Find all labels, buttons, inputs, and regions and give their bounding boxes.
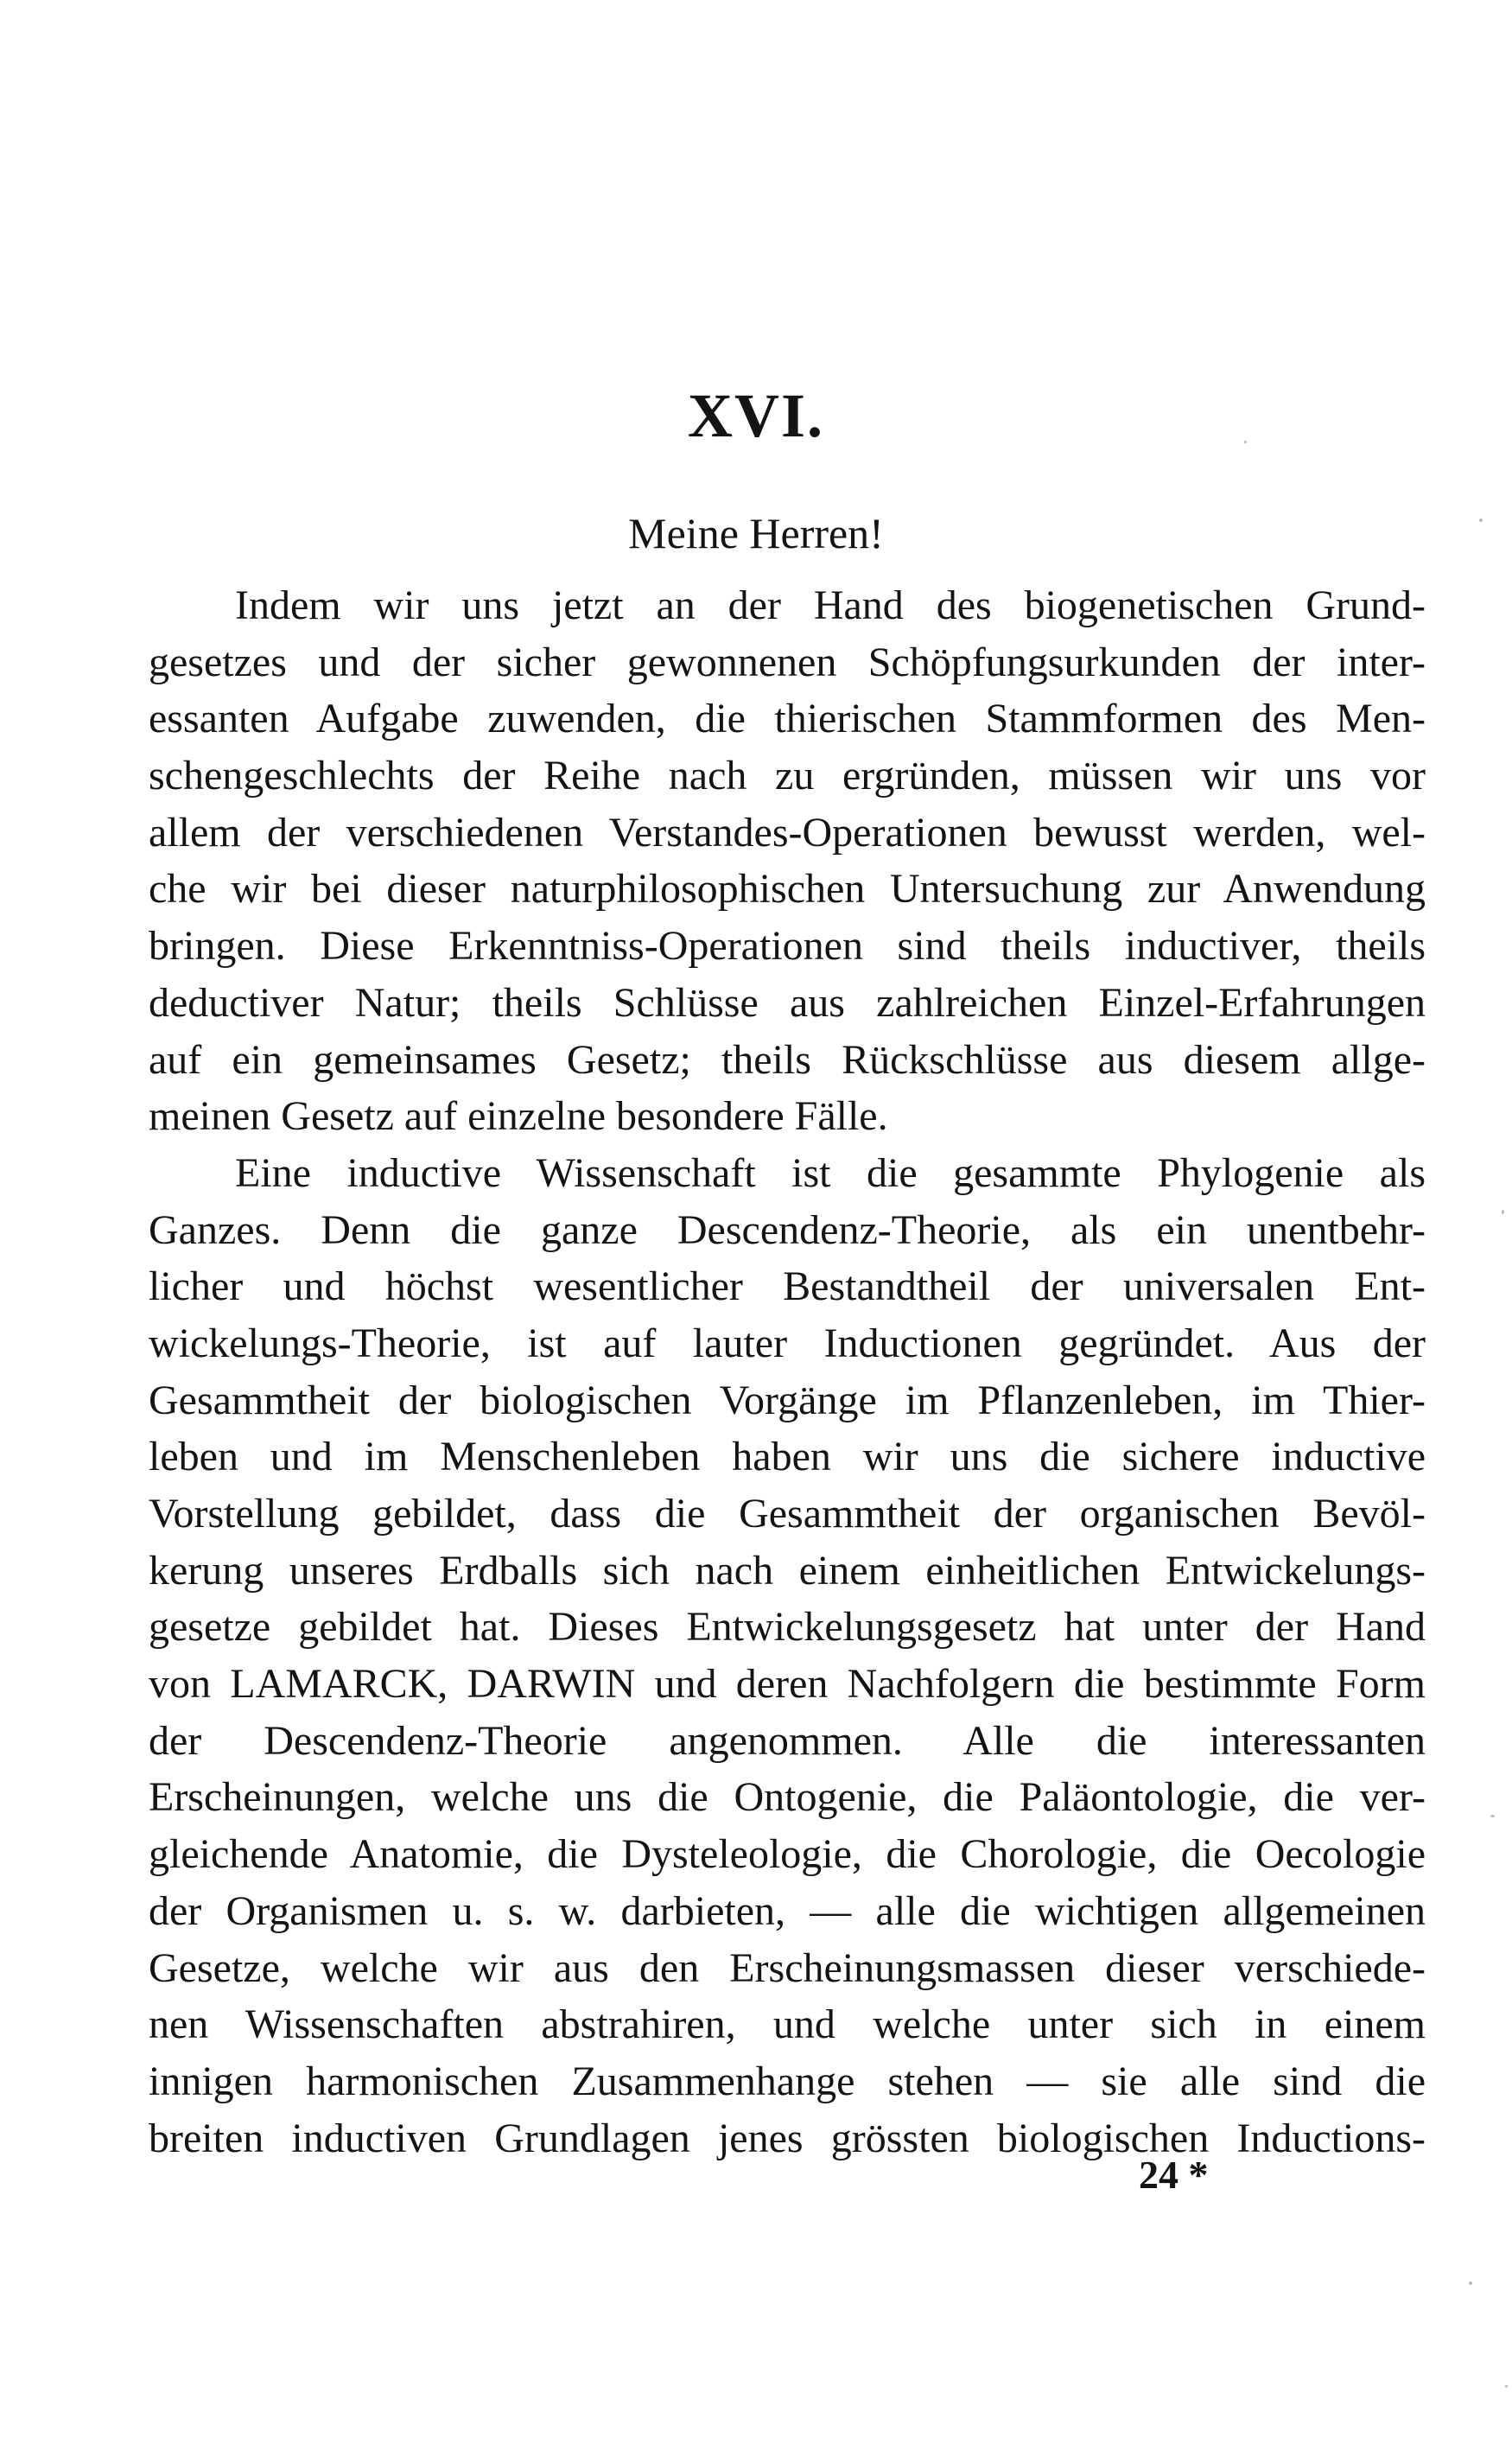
text-line: che wir bei dieser naturphilosophischen Untersuchung zur Anwendung — [149, 866, 1426, 913]
text-line: licher und höchst wesentlicher Bestandtheil der universalen Ent- — [149, 1263, 1426, 1310]
scan-speck — [1490, 1815, 1495, 1817]
text-line: von LAMARCK, DARWIN und deren Nachfolgern die bestimmte Form — [149, 1661, 1426, 1708]
text-line: meinen Gesetz auf einzelne besondere Fälle. — [149, 1093, 888, 1140]
text-line: Vorstellung gebildet, dass die Gesammtheit der organischen Bevöl- — [149, 1491, 1426, 1537]
text-line: leben und im Menschenleben haben wir uns die sichere inductive — [149, 1434, 1426, 1480]
scan-speck — [1469, 2281, 1472, 2285]
text-line: kerung unseres Erdballs sich nach einem einheitlichen Entwickelungs- — [149, 1547, 1426, 1594]
chapter-number: XVI. — [687, 381, 824, 450]
text-line: der Descendenz-Theorie angenommen. Alle die interessanten — [149, 1717, 1426, 1764]
text-line: schengeschlechts der Reihe nach zu ergründen, müssen wir uns vor — [149, 753, 1426, 799]
text-line: auf ein gemeinsames Gesetz; theils Rückschlüsse aus diesem allge- — [149, 1036, 1426, 1083]
text-line: bringen. Diese Erkenntniss-Operationen sind theils inductiver, theils — [149, 923, 1426, 970]
text-line: Eine inductive Wissenschaft ist die gesammte Phylogenie als — [235, 1149, 1426, 1196]
text-line: gleichende Anatomie, die Dysteleologie, die Chorologie, die Oecologie — [149, 1831, 1426, 1878]
text-line: Indem wir uns jetzt an der Hand des biogenetischen Grund- — [235, 582, 1426, 628]
scan-speck — [1244, 441, 1247, 443]
text-line: wickelungs-Theorie, ist auf lauter Inductionen gegründet. Aus der — [149, 1320, 1426, 1366]
text-line: nen Wissenschaften abstrahiren, und welche unter sich in einem — [149, 2001, 1426, 2048]
text-line: Gesammtheit der biologischen Vorgänge im Pflanzenleben, im Thier- — [149, 1377, 1426, 1423]
body-text — [149, 577, 1426, 2167]
scan-speck — [1505, 2385, 1508, 2388]
text-line: Gesetze, welche wir aus den Erscheinungsmassen dieser verschiede- — [149, 1944, 1426, 1991]
text-line: deductiver Natur; theils Schlüsse aus zahlreichen Einzel-Erfahrungen — [149, 979, 1426, 1026]
text-line: essanten Aufgabe zuwenden, die thierischen Stammformen des Men- — [149, 696, 1426, 742]
text-line: allem der verschiedenen Verstandes-Operationen bewusst werden, wel- — [149, 809, 1426, 856]
salutation: Meine Herren! — [628, 509, 884, 557]
text-line: gesetze gebildet hat. Dieses Entwickelungsgesetz hat unter der Hand — [149, 1604, 1426, 1651]
text-line: Ganzes. Denn die ganze Descendenz-Theorie, als ein unentbehr- — [149, 1206, 1426, 1253]
text-line: Erscheinungen, welche uns die Ontogenie, die Paläontologie, die ver- — [149, 1774, 1426, 1821]
scan-speck — [1479, 519, 1483, 522]
scan-speck — [1502, 1210, 1504, 1214]
text-line: breiten inductiven Grundlagen jenes grössten biologischen Inductions- — [149, 2115, 1426, 2161]
text-line: der Organismen u. s. w. darbieten, — alle die wichtigen allgemeinen — [149, 1887, 1426, 1934]
text-line: gesetzes und der sicher gewonnenen Schöpfungsurkunden der inter- — [149, 639, 1426, 685]
signature-mark: 24 * — [1139, 2153, 1209, 2197]
text-line: innigen harmonischen Zusammenhange stehen — sie alle sind die — [149, 2058, 1426, 2104]
